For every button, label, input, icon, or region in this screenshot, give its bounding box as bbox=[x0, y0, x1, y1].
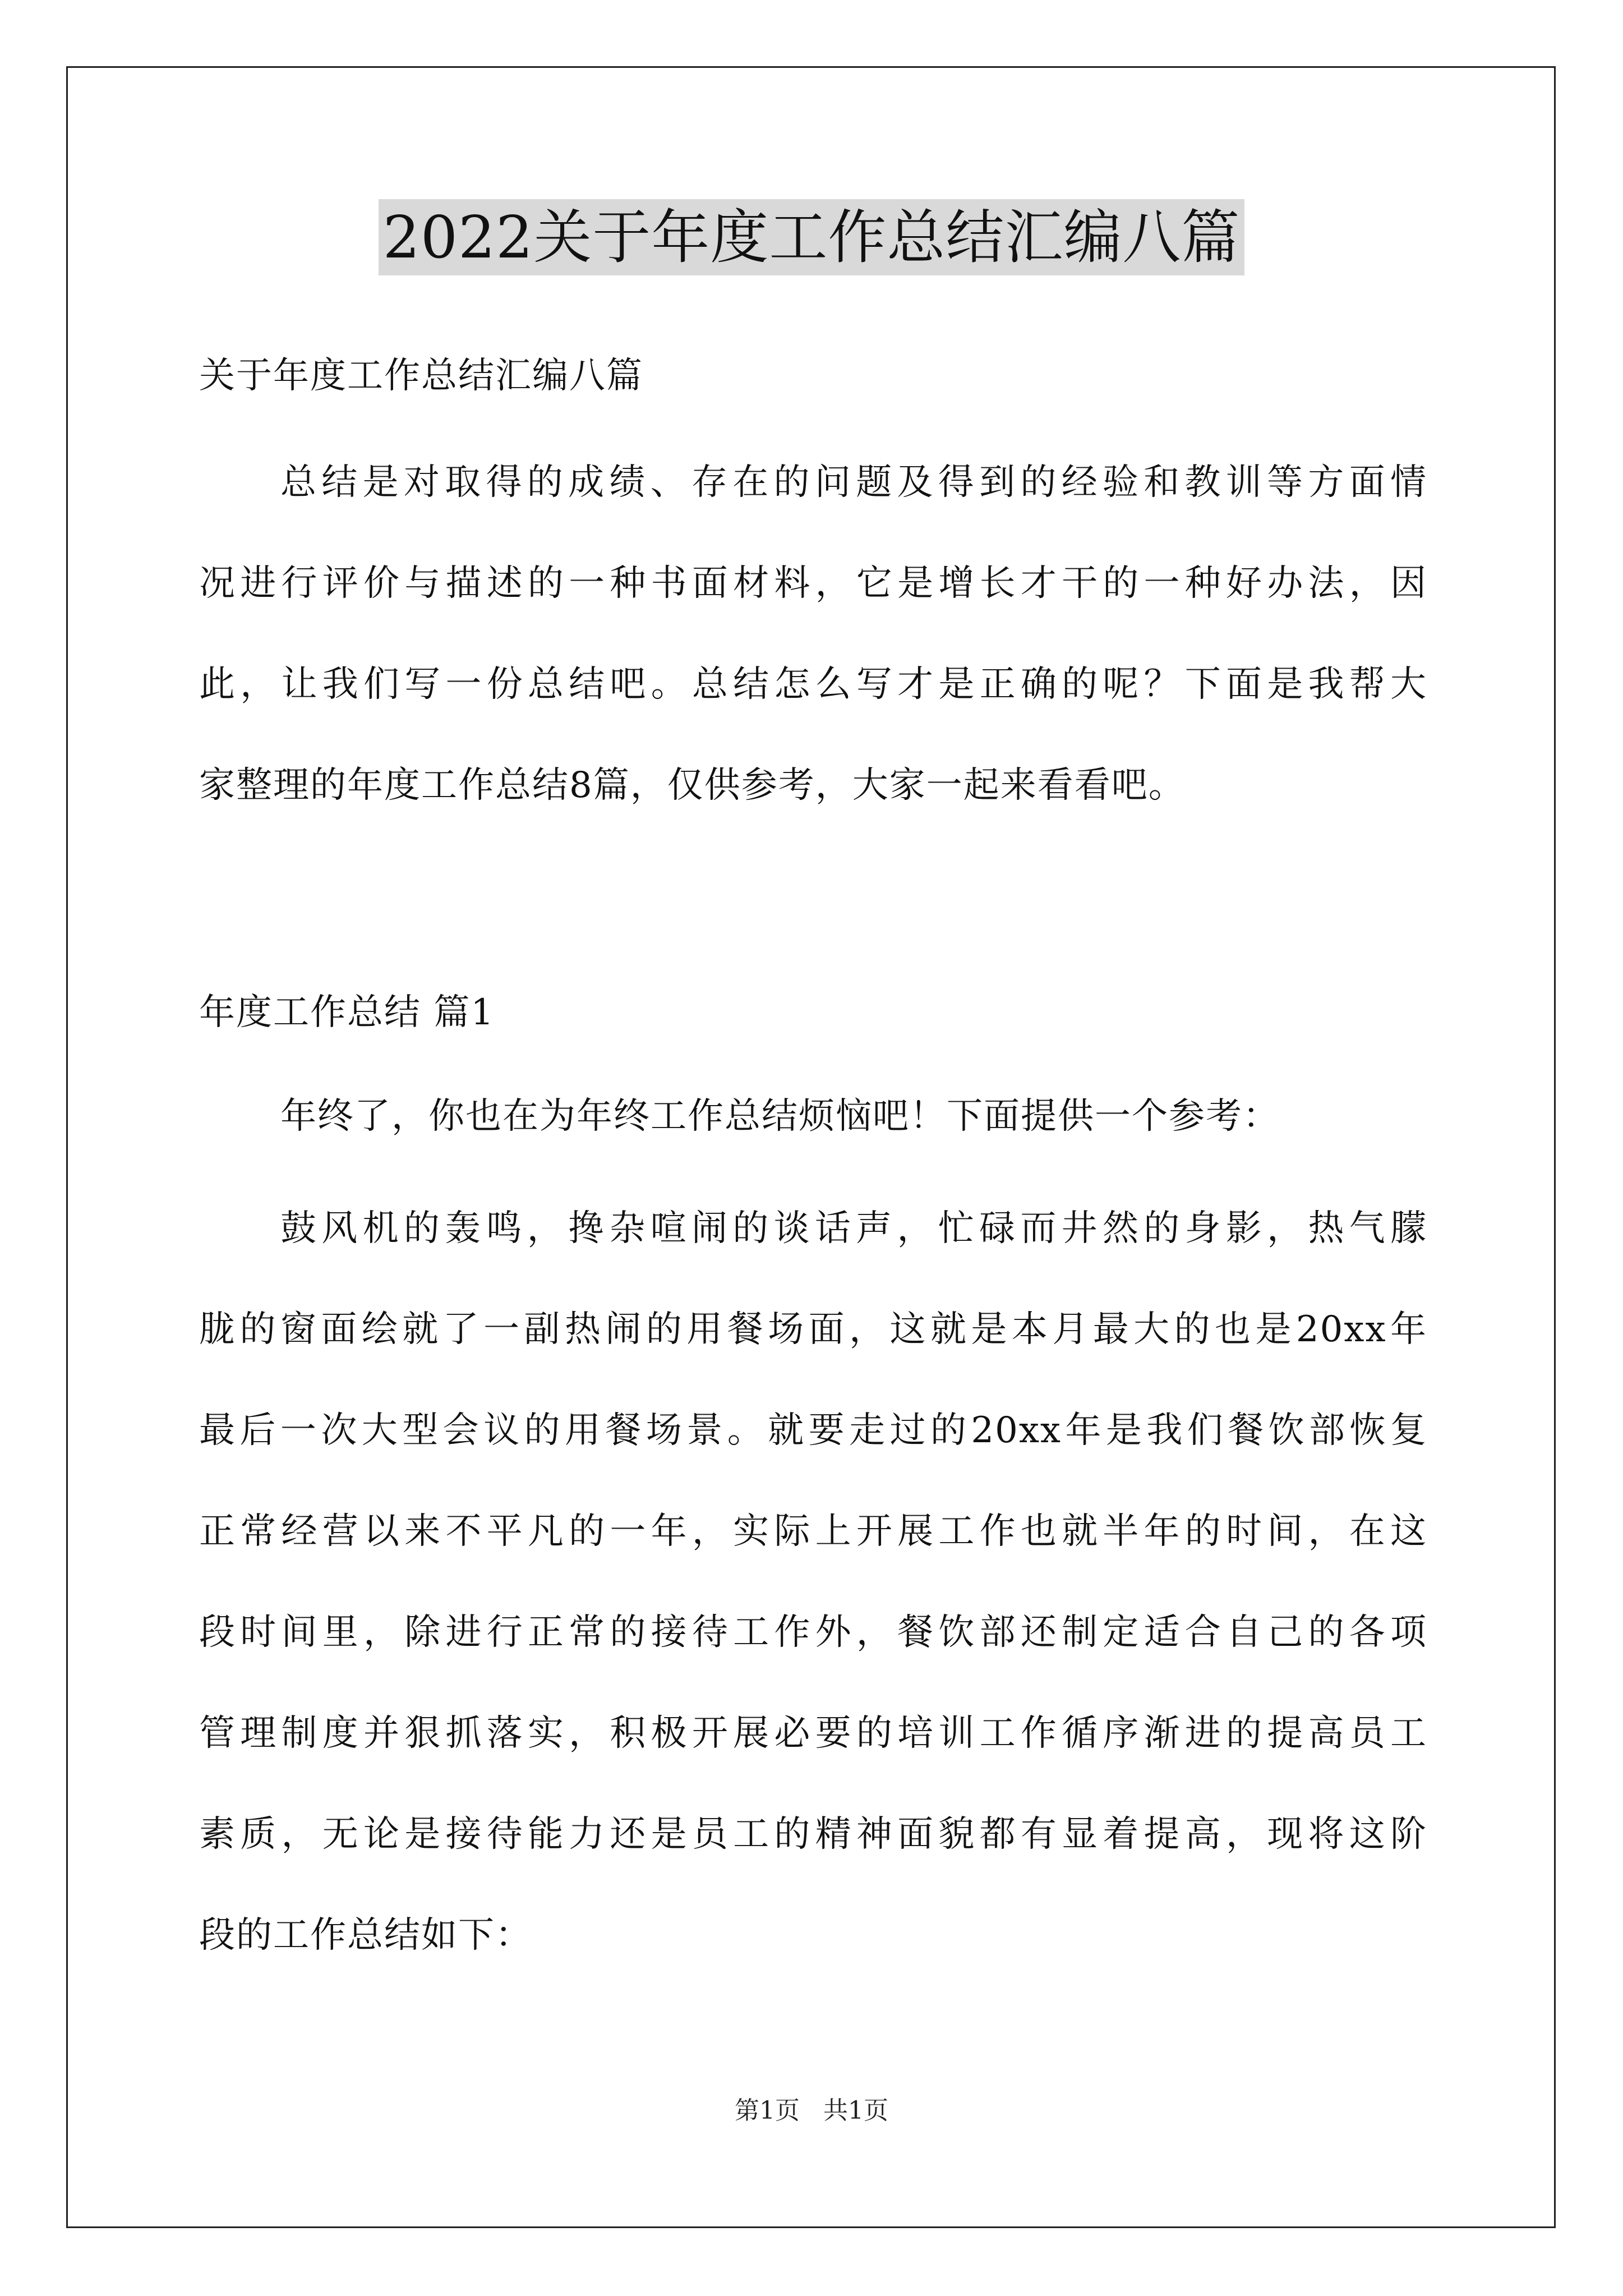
body-line: 段的工作总结如下： bbox=[199, 1915, 532, 1956]
intro-line: 况进行评价与描述的一种书面材料，它是增长才干的一种好办法，因 bbox=[199, 563, 1427, 604]
body-line: 正常经营以来不平凡的一年，实际上开展工作也就半年的时间，在这 bbox=[199, 1511, 1427, 1552]
body-line: 段时间里，除进行正常的接待工作外，餐饮部还制定适合自己的各项 bbox=[199, 1612, 1427, 1653]
body-line: 管理制度并狠抓落实，积极开展必要的培训工作循序渐进的提高员工 bbox=[199, 1713, 1427, 1754]
section-intro: 年终了，你也在为年终工作总结烦恼吧！下面提供一个参考： bbox=[280, 1096, 1280, 1137]
document-subtitle: 关于年度工作总结汇编八篇 bbox=[199, 355, 643, 397]
intro-line: 此，让我们写一份总结吧。总结怎么写才是正确的呢？下面是我帮大 bbox=[199, 664, 1427, 705]
body-line: 胧的窗面绘就了一副热闹的用餐场面，这就是本月最大的也是20xx年 bbox=[199, 1309, 1427, 1350]
section-heading: 年度工作总结 篇1 bbox=[199, 992, 495, 1033]
page-footer: 第1页 共1页 bbox=[735, 2096, 888, 2125]
intro-line: 家整理的年度工作总结8篇，仅供参考，大家一起来看看吧。 bbox=[199, 765, 1186, 806]
intro-line: 总结是对取得的成绩、存在的问题及得到的经验和教训等方面情 bbox=[280, 462, 1427, 503]
document-title: 2022关于年度工作总结汇编八篇 bbox=[379, 199, 1245, 275]
body-line: 素质，无论是接待能力还是员工的精神面貌都有显着提高，现将这阶 bbox=[199, 1814, 1427, 1855]
body-line: 最后一次大型会议的用餐场景。就要走过的20xx年是我们餐饮部恢复 bbox=[199, 1410, 1427, 1451]
title-container bbox=[0, 199, 1623, 275]
body-line: 鼓风机的轰鸣，搀杂喧闹的谈话声，忙碌而井然的身影，热气朦 bbox=[280, 1208, 1427, 1249]
